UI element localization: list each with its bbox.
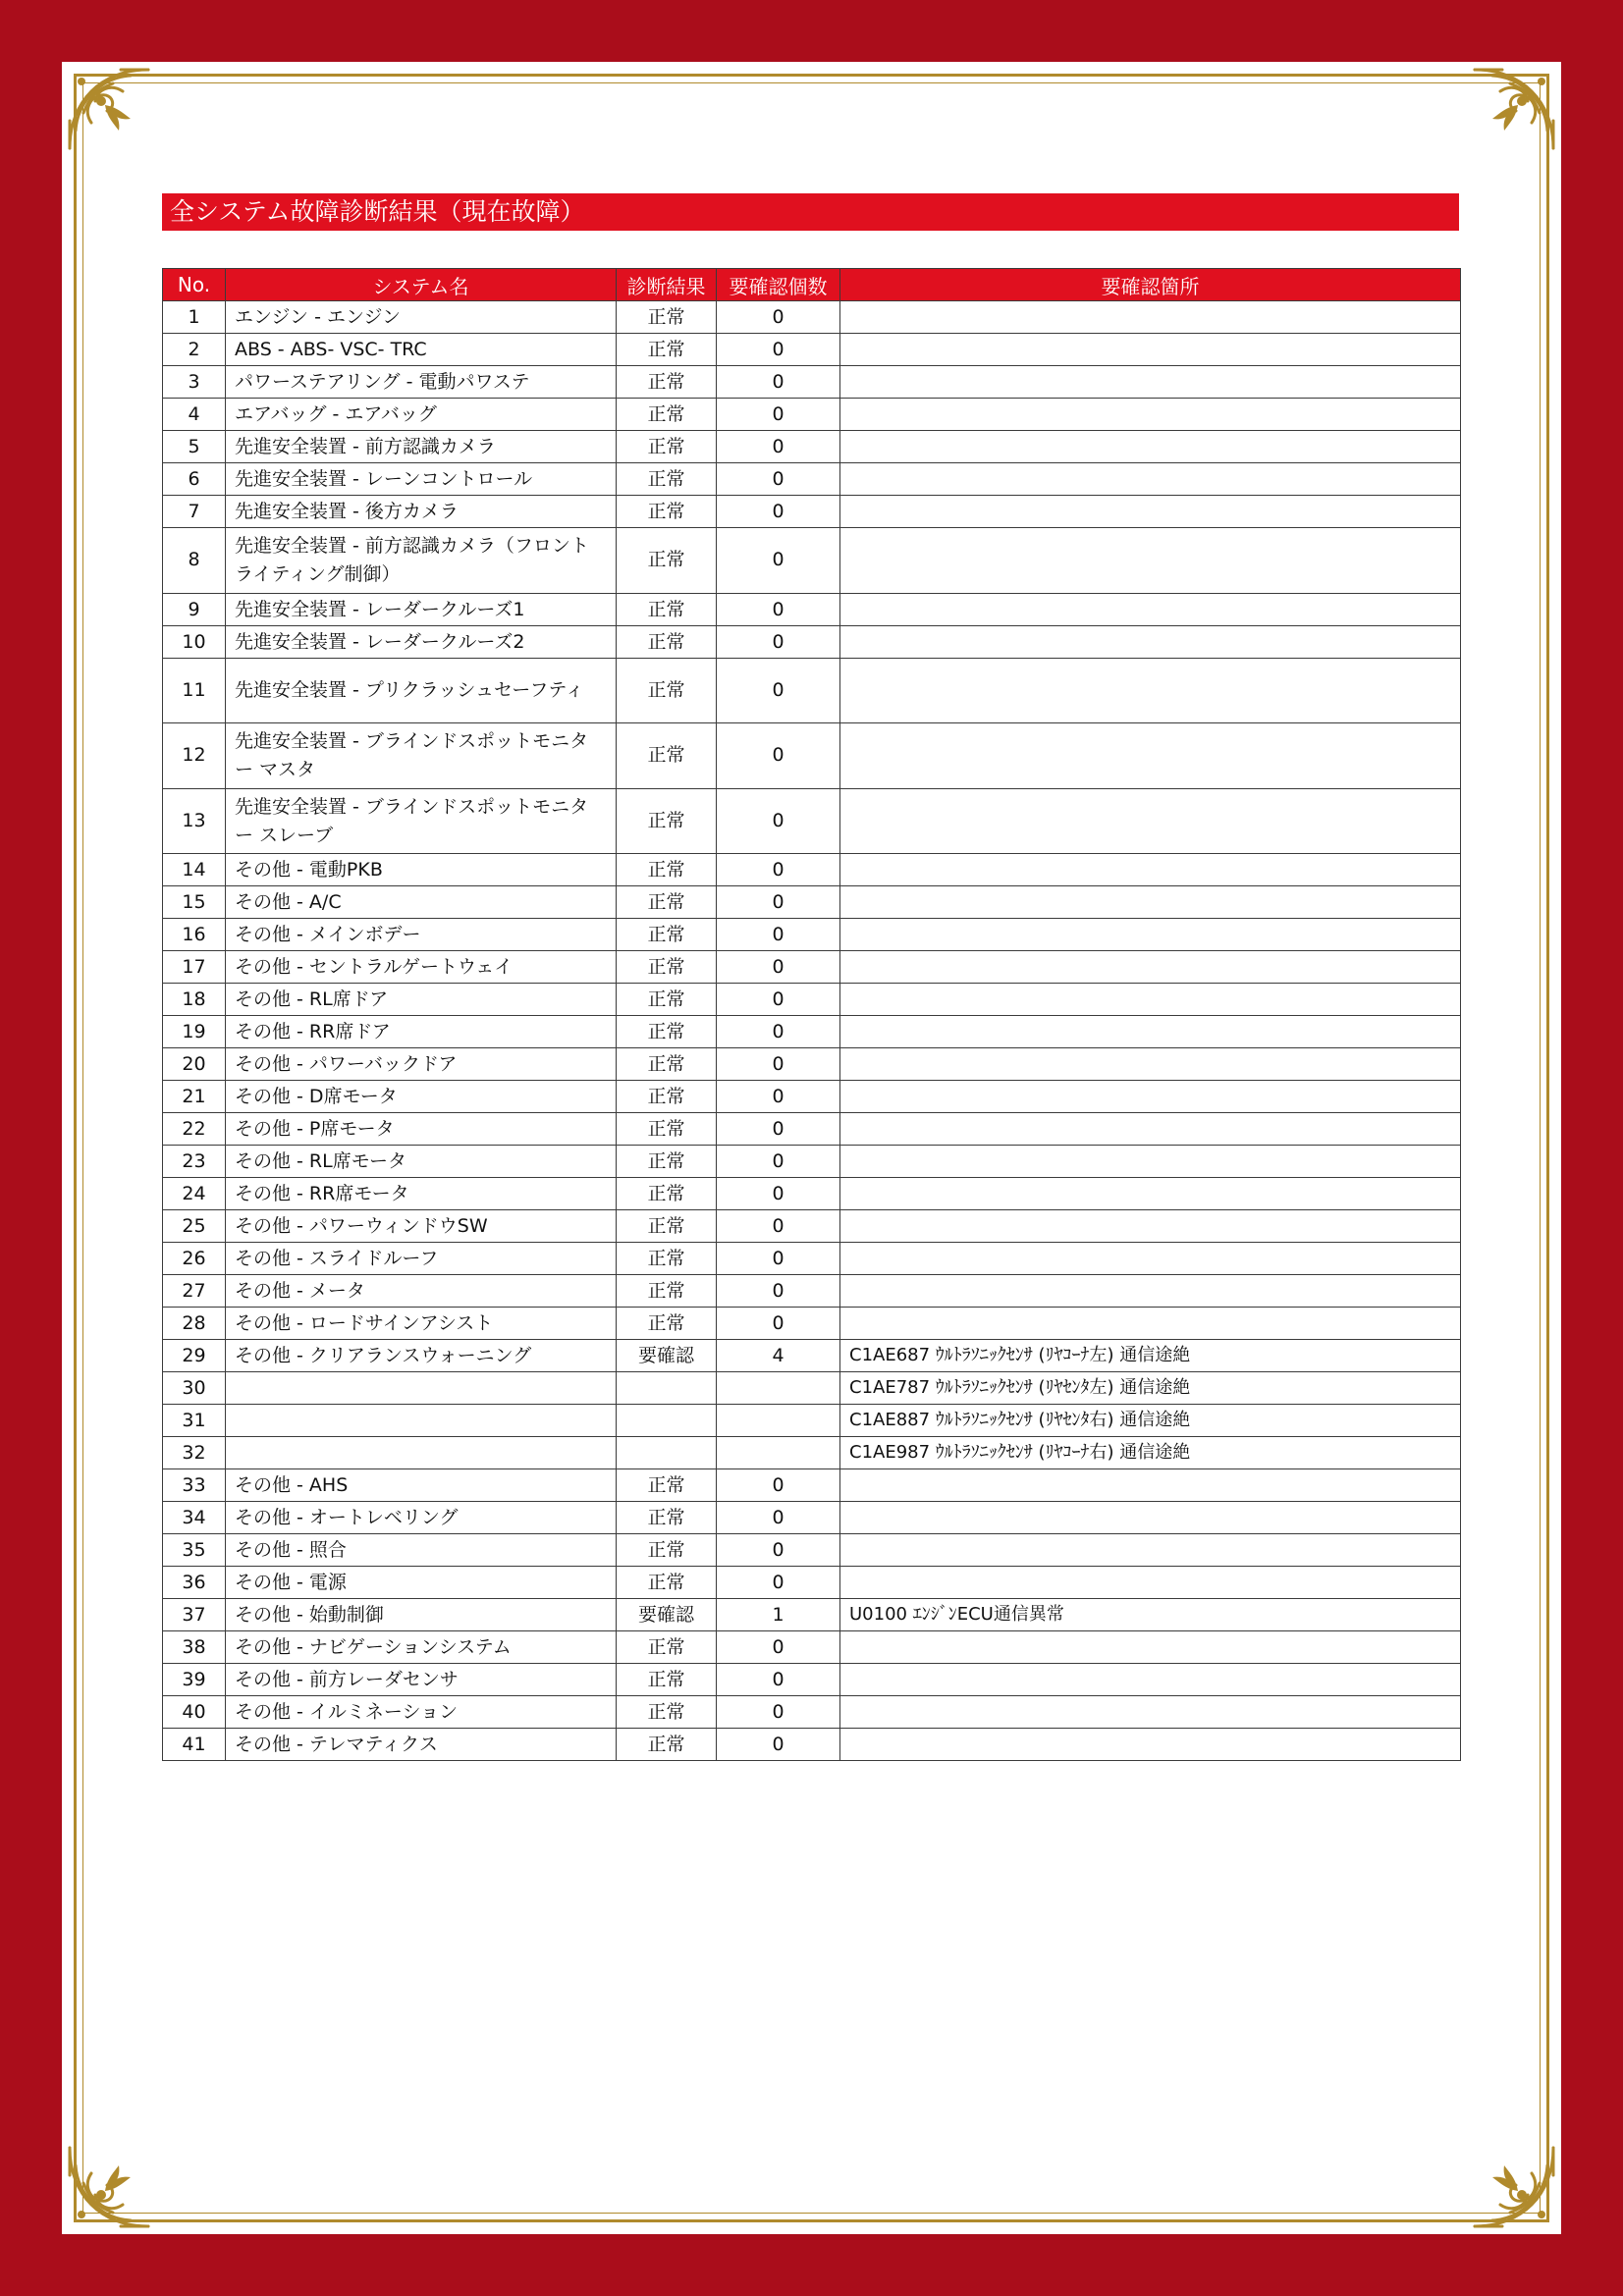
- row-no: 18: [163, 984, 226, 1016]
- row-system-name: その他 - 始動制御: [226, 1599, 617, 1631]
- row-system-name: [226, 1437, 617, 1469]
- row-count: 0: [717, 886, 840, 919]
- row-count: [717, 1372, 840, 1405]
- row-result: 正常: [617, 1243, 717, 1275]
- row-count: 0: [717, 301, 840, 334]
- row-location: [840, 1534, 1461, 1567]
- row-no: 11: [163, 658, 226, 723]
- row-count: 0: [717, 1146, 840, 1178]
- row-no: 23: [163, 1146, 226, 1178]
- row-count: 0: [717, 1210, 840, 1243]
- row-result: 正常: [617, 984, 717, 1016]
- row-system-name: その他 - RR席モータ: [226, 1178, 617, 1210]
- row-system-name: 先進安全装置 - レーダークルーズ1: [226, 593, 617, 625]
- row-count: 0: [717, 1048, 840, 1081]
- row-result: 正常: [617, 1081, 717, 1113]
- table-row: [163, 1631, 1461, 1664]
- row-no: 34: [163, 1502, 226, 1534]
- row-result: 正常: [617, 301, 717, 334]
- row-system-name: エアバッグ - エアバッグ: [226, 399, 617, 431]
- table-row: [163, 1048, 1461, 1081]
- row-result: 正常: [617, 788, 717, 854]
- row-no: 21: [163, 1081, 226, 1113]
- row-result: 正常: [617, 1567, 717, 1599]
- row-count: 0: [717, 1081, 840, 1113]
- row-no: 9: [163, 593, 226, 625]
- row-result: 正常: [617, 1146, 717, 1178]
- row-system-name: パワーステアリング - 電動パワステ: [226, 366, 617, 399]
- table-row: [163, 1178, 1461, 1210]
- row-location: [840, 1146, 1461, 1178]
- row-system-name: [226, 1405, 617, 1437]
- row-count: 0: [717, 1567, 840, 1599]
- row-system-name: 先進安全装置 - レーダークルーズ2: [226, 625, 617, 658]
- row-result: 正常: [617, 1696, 717, 1729]
- row-count: 0: [717, 1664, 840, 1696]
- row-location: [840, 431, 1461, 463]
- row-result: 正常: [617, 951, 717, 984]
- table-row: [163, 366, 1461, 399]
- row-count: 0: [717, 1308, 840, 1340]
- row-result: 正常: [617, 1534, 717, 1567]
- row-result: 正常: [617, 625, 717, 658]
- row-location: [840, 788, 1461, 854]
- header-count: 要確認個数: [717, 269, 840, 301]
- row-result: 正常: [617, 854, 717, 886]
- row-result: 正常: [617, 1048, 717, 1081]
- row-result: 正常: [617, 1178, 717, 1210]
- table-row: [163, 984, 1461, 1016]
- row-system-name: その他 - メインボデー: [226, 919, 617, 951]
- row-system-name: その他 - D席モータ: [226, 1081, 617, 1113]
- row-location: C1AE687 ｳﾙﾄﾗｿﾆｯｸｾﾝｻ (ﾘﾔｺｰﾅ左) 通信途絶: [840, 1340, 1461, 1372]
- row-location: [840, 528, 1461, 594]
- row-count: 0: [717, 463, 840, 496]
- table-row: [163, 1567, 1461, 1599]
- row-result: 要確認: [617, 1599, 717, 1631]
- row-result: 正常: [617, 1275, 717, 1308]
- row-system-name: エンジン - エンジン: [226, 301, 617, 334]
- row-no: 32: [163, 1437, 226, 1469]
- row-result: 正常: [617, 334, 717, 366]
- row-no: 14: [163, 854, 226, 886]
- row-location: [840, 334, 1461, 366]
- table-row: [163, 951, 1461, 984]
- row-count: 0: [717, 1016, 840, 1048]
- row-no: 28: [163, 1308, 226, 1340]
- row-count: [717, 1405, 840, 1437]
- section-title: 全システム故障診断結果（現在故障）: [162, 193, 1459, 231]
- row-location: [840, 1113, 1461, 1146]
- row-result: 正常: [617, 1308, 717, 1340]
- row-count: 0: [717, 1113, 840, 1146]
- row-result: 正常: [617, 399, 717, 431]
- row-count: 0: [717, 1631, 840, 1664]
- row-result: 正常: [617, 919, 717, 951]
- row-count: 0: [717, 431, 840, 463]
- row-no: 27: [163, 1275, 226, 1308]
- row-location: [840, 1631, 1461, 1664]
- row-location: [840, 1081, 1461, 1113]
- row-location: [840, 301, 1461, 334]
- row-no: 35: [163, 1534, 226, 1567]
- row-count: 0: [717, 951, 840, 984]
- row-count: 0: [717, 1178, 840, 1210]
- table-row: [163, 919, 1461, 951]
- row-system-name: [226, 1372, 617, 1405]
- row-count: 1: [717, 1599, 840, 1631]
- row-system-name: その他 - パワーバックドア: [226, 1048, 617, 1081]
- row-location: [840, 399, 1461, 431]
- row-no: 36: [163, 1567, 226, 1599]
- row-result: 正常: [617, 1729, 717, 1761]
- table-row: [163, 658, 1461, 723]
- row-system-name: その他 - イルミネーション: [226, 1696, 617, 1729]
- row-no: 25: [163, 1210, 226, 1243]
- row-no: 22: [163, 1113, 226, 1146]
- row-system-name: その他 - メータ: [226, 1275, 617, 1308]
- row-system-name: 先進安全装置 - レーンコントロール: [226, 463, 617, 496]
- row-count: 0: [717, 1243, 840, 1275]
- row-system-name: その他 - テレマティクス: [226, 1729, 617, 1761]
- row-no: 4: [163, 399, 226, 431]
- row-no: 29: [163, 1340, 226, 1372]
- row-no: 1: [163, 301, 226, 334]
- header-result: 診断結果: [617, 269, 717, 301]
- row-result: 正常: [617, 723, 717, 789]
- row-system-name: その他 - オートレベリング: [226, 1502, 617, 1534]
- row-location: [840, 366, 1461, 399]
- row-count: 0: [717, 1502, 840, 1534]
- row-location: [840, 854, 1461, 886]
- row-count: 0: [717, 366, 840, 399]
- row-location: C1AE987 ｳﾙﾄﾗｿﾆｯｸｾﾝｻ (ﾘﾔｺｰﾅ右) 通信途絶: [840, 1437, 1461, 1469]
- row-location: [840, 496, 1461, 528]
- header-system: システム名: [226, 269, 617, 301]
- table-row: [163, 1405, 1461, 1437]
- table-row: [163, 528, 1461, 594]
- table-row: [163, 399, 1461, 431]
- row-result: [617, 1437, 717, 1469]
- row-result: 正常: [617, 1210, 717, 1243]
- row-result: 正常: [617, 658, 717, 723]
- row-no: 12: [163, 723, 226, 789]
- row-count: 0: [717, 788, 840, 854]
- row-no: 17: [163, 951, 226, 984]
- row-count: 0: [717, 1275, 840, 1308]
- row-count: 0: [717, 1469, 840, 1502]
- table-header-row: [163, 269, 1461, 301]
- table-row: [163, 1081, 1461, 1113]
- row-system-name: 先進安全装置 - ブラインドスポットモニター スレーブ: [226, 788, 617, 854]
- row-result: 正常: [617, 496, 717, 528]
- row-no: 30: [163, 1372, 226, 1405]
- row-count: 0: [717, 334, 840, 366]
- table-row: [163, 854, 1461, 886]
- table-row: [163, 1210, 1461, 1243]
- row-location: [840, 463, 1461, 496]
- row-result: 正常: [617, 366, 717, 399]
- row-location: [840, 1048, 1461, 1081]
- table-row: [163, 886, 1461, 919]
- row-location: C1AE787 ｳﾙﾄﾗｿﾆｯｸｾﾝｻ (ﾘﾔｾﾝﾀ左) 通信途絶: [840, 1372, 1461, 1405]
- row-no: 24: [163, 1178, 226, 1210]
- row-system-name: その他 - ロードサインアシスト: [226, 1308, 617, 1340]
- row-location: [840, 1664, 1461, 1696]
- corner-ornament-icon: [62, 62, 156, 156]
- row-count: 0: [717, 593, 840, 625]
- table-row: [163, 1696, 1461, 1729]
- row-no: 40: [163, 1696, 226, 1729]
- table-row: [163, 1729, 1461, 1761]
- row-result: [617, 1405, 717, 1437]
- row-count: 0: [717, 625, 840, 658]
- row-system-name: その他 - パワーウィンドウSW: [226, 1210, 617, 1243]
- row-location: [840, 1178, 1461, 1210]
- row-location: [840, 1210, 1461, 1243]
- table-row: [163, 625, 1461, 658]
- row-system-name: ABS - ABS- VSC- TRC: [226, 334, 617, 366]
- row-system-name: その他 - RL席モータ: [226, 1146, 617, 1178]
- row-location: [840, 723, 1461, 789]
- row-no: 6: [163, 463, 226, 496]
- row-result: 正常: [617, 1664, 717, 1696]
- row-no: 19: [163, 1016, 226, 1048]
- row-no: 5: [163, 431, 226, 463]
- row-count: 0: [717, 919, 840, 951]
- row-location: [840, 1729, 1461, 1761]
- table-row: [163, 723, 1461, 789]
- row-system-name: その他 - P席モータ: [226, 1113, 617, 1146]
- row-count: 0: [717, 1534, 840, 1567]
- row-system-name: 先進安全装置 - 前方認識カメラ（フロントライティング制御）: [226, 528, 617, 594]
- table-body: [163, 301, 1461, 1761]
- row-result: 正常: [617, 1631, 717, 1664]
- row-no: 7: [163, 496, 226, 528]
- row-no: 39: [163, 1664, 226, 1696]
- row-no: 33: [163, 1469, 226, 1502]
- row-count: 0: [717, 984, 840, 1016]
- row-system-name: 先進安全装置 - 前方認識カメラ: [226, 431, 617, 463]
- table-row: [163, 788, 1461, 854]
- table-row: [163, 1437, 1461, 1469]
- row-no: 15: [163, 886, 226, 919]
- row-result: 正常: [617, 431, 717, 463]
- table-row: [163, 1372, 1461, 1405]
- row-location: U0100 ｴﾝｼﾞﾝECU通信異常: [840, 1599, 1461, 1631]
- table-row: [163, 1113, 1461, 1146]
- row-system-name: その他 - クリアランスウォーニング: [226, 1340, 617, 1372]
- row-result: [617, 1372, 717, 1405]
- table-row: [163, 1275, 1461, 1308]
- row-location: [840, 951, 1461, 984]
- row-count: 0: [717, 1729, 840, 1761]
- table-row: [163, 1016, 1461, 1048]
- row-result: 要確認: [617, 1340, 717, 1372]
- table-row: [163, 1469, 1461, 1502]
- row-count: 0: [717, 399, 840, 431]
- row-no: 41: [163, 1729, 226, 1761]
- row-result: 正常: [617, 1469, 717, 1502]
- row-system-name: その他 - 照合: [226, 1534, 617, 1567]
- corner-ornament-icon: [62, 2140, 156, 2234]
- table-row: [163, 1534, 1461, 1567]
- row-system-name: その他 - A/C: [226, 886, 617, 919]
- row-location: [840, 1243, 1461, 1275]
- row-count: 0: [717, 528, 840, 594]
- header-no: No.: [163, 269, 226, 301]
- table-row: [163, 593, 1461, 625]
- table-row: [163, 431, 1461, 463]
- table-row: [163, 301, 1461, 334]
- row-result: 正常: [617, 1113, 717, 1146]
- row-system-name: その他 - RR席ドア: [226, 1016, 617, 1048]
- row-system-name: その他 - 電動PKB: [226, 854, 617, 886]
- table-row: [163, 496, 1461, 528]
- row-system-name: 先進安全装置 - 後方カメラ: [226, 496, 617, 528]
- table-row: [163, 334, 1461, 366]
- row-location: [840, 1275, 1461, 1308]
- row-no: 20: [163, 1048, 226, 1081]
- row-count: 0: [717, 1696, 840, 1729]
- row-system-name: その他 - 電源: [226, 1567, 617, 1599]
- row-location: [840, 658, 1461, 723]
- report-page: [62, 62, 1561, 2234]
- row-system-name: その他 - セントラルゲートウェイ: [226, 951, 617, 984]
- row-location: [840, 593, 1461, 625]
- table-row: [163, 463, 1461, 496]
- row-no: 13: [163, 788, 226, 854]
- row-no: 37: [163, 1599, 226, 1631]
- table-row: [163, 1664, 1461, 1696]
- table-row: [163, 1502, 1461, 1534]
- row-system-name: その他 - ナビゲーションシステム: [226, 1631, 617, 1664]
- row-result: 正常: [617, 1016, 717, 1048]
- row-location: [840, 625, 1461, 658]
- row-location: [840, 919, 1461, 951]
- row-result: 正常: [617, 886, 717, 919]
- row-location: [840, 886, 1461, 919]
- row-no: 8: [163, 528, 226, 594]
- table-row: [163, 1599, 1461, 1631]
- row-result: 正常: [617, 593, 717, 625]
- table-row: [163, 1308, 1461, 1340]
- row-no: 38: [163, 1631, 226, 1664]
- row-result: 正常: [617, 528, 717, 594]
- row-count: 0: [717, 496, 840, 528]
- table-row: [163, 1340, 1461, 1372]
- row-system-name: その他 - スライドルーフ: [226, 1243, 617, 1275]
- row-location: C1AE887 ｳﾙﾄﾗｿﾆｯｸｾﾝｻ (ﾘﾔｾﾝﾀ右) 通信途絶: [840, 1405, 1461, 1437]
- row-location: [840, 1696, 1461, 1729]
- row-system-name: その他 - AHS: [226, 1469, 617, 1502]
- diagnosis-table: [162, 268, 1461, 1761]
- table-row: [163, 1146, 1461, 1178]
- corner-ornament-icon: [1467, 62, 1561, 156]
- row-count: 4: [717, 1340, 840, 1372]
- row-location: [840, 1469, 1461, 1502]
- row-count: [717, 1437, 840, 1469]
- row-system-name: その他 - RL席ドア: [226, 984, 617, 1016]
- row-system-name: 先進安全装置 - プリクラッシュセーフティ: [226, 658, 617, 723]
- row-no: 10: [163, 625, 226, 658]
- row-system-name: その他 - 前方レーダセンサ: [226, 1664, 617, 1696]
- row-count: 0: [717, 854, 840, 886]
- row-result: 正常: [617, 463, 717, 496]
- row-count: 0: [717, 658, 840, 723]
- row-location: [840, 984, 1461, 1016]
- row-no: 2: [163, 334, 226, 366]
- row-no: 31: [163, 1405, 226, 1437]
- table-row: [163, 1243, 1461, 1275]
- row-location: [840, 1016, 1461, 1048]
- header-location: 要確認箇所: [840, 269, 1461, 301]
- row-system-name: 先進安全装置 - ブラインドスポットモニター マスタ: [226, 723, 617, 789]
- row-no: 26: [163, 1243, 226, 1275]
- row-location: [840, 1567, 1461, 1599]
- row-location: [840, 1308, 1461, 1340]
- corner-ornament-icon: [1467, 2140, 1561, 2234]
- row-no: 3: [163, 366, 226, 399]
- row-count: 0: [717, 723, 840, 789]
- row-result: 正常: [617, 1502, 717, 1534]
- row-location: [840, 1502, 1461, 1534]
- row-no: 16: [163, 919, 226, 951]
